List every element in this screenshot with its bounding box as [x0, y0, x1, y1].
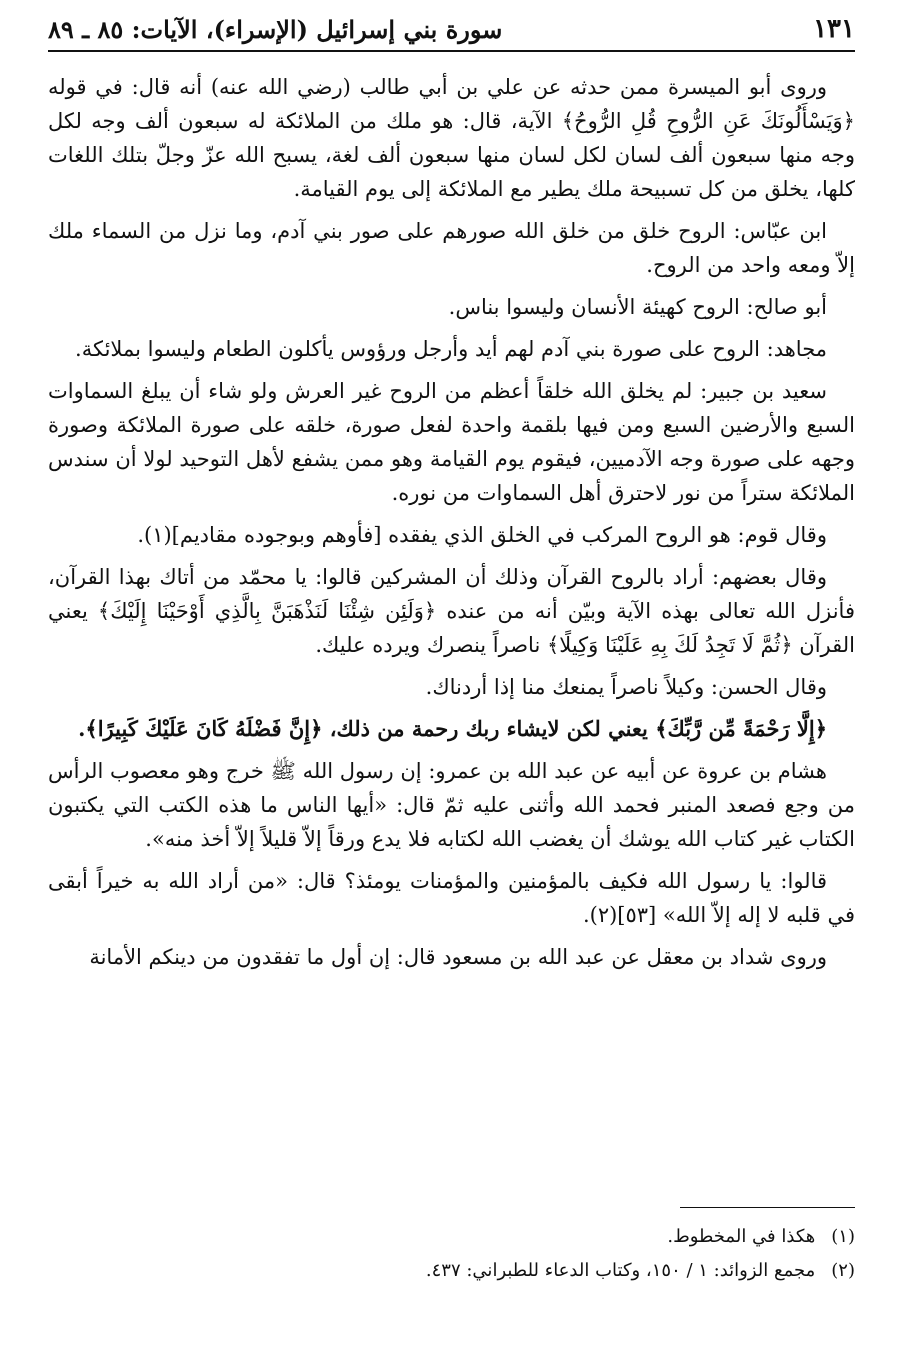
footnote-number: (١)	[831, 1226, 855, 1247]
footnote-number: (٢)	[831, 1260, 855, 1281]
paragraph-said-ibn-jubayr: سعيد بن جبير: لم يخلق الله خلقاً أعظم من الروح غير العرش ولو شاء أن يبلغ السماوات السبع والأرضين السبع ومن فيها بلقمة واحدة لفعل صورة، خلقه على صورة الملائكة وصورة وجهه على صورة وجه الآدميين، فيقوم يوم القيامة وهو ممن يشفع لأهل التوحيد لولا أن سندس الملائكة ستراً من نور لاحترق أهل السماوات من نوره.	[48, 379, 855, 505]
paragraph-hasan: وقال الحسن: وكيلاً ناصراً يمنعك منا إذا أردناك.	[425, 675, 827, 699]
paragraph-verse: ﴿إِلَّا رَحْمَةً مِّن رَّبِّكَ﴾ يعني لكن لايشاء ربك رحمة من ذلك، ﴿إِنَّ فَضْلَهُ كَانَ عَلَيْكَ كَبِيرًا﴾.	[78, 716, 827, 741]
paragraph-shaddad: وروى شداد بن معقل عن عبد الله بن مسعود قال: إن أول ما تفقدون من دينكم الأمانة	[89, 945, 827, 969]
footnote-text: مجمع الزوائد: ١ / ١٥٠، وكتاب الدعاء للطبراني: ٤٣٧.	[425, 1260, 816, 1281]
footnote-item	[48, 1220, 855, 1254]
footnote-item	[48, 1254, 855, 1288]
paragraph-hisham: هشام بن عروة عن أبيه عن عبد الله بن عمرو: إن رسول الله ﷺ خرج وهو معصوب الرأس من وجع فصعد المنبر فحمد الله وأثنى عليه ثمّ قال: «أيها الناس ما هذه الكتب التي يكتبون الكتاب غير كتاب الله يوشك أن يغضب الله لكتابه فلا يدع ورقاً إلاّ قليلاً إلاّ أخذ منه».	[48, 759, 855, 851]
paragraph-abu-salih: أبو صالح: الروح كهيئة الأنسان وليسوا بناس.	[448, 295, 827, 319]
main-text	[48, 70, 855, 982]
running-title: سورة بني إسرائيل (الإسراء)، الآيات: ٨٥ ـ ٨٩	[48, 14, 503, 44]
paragraph-ibn-abbas: ابن عبّاس: الروح خلق من خلق الله صورهم على صور بني آدم، وما نزل من السماء ملك إلاّ ومعه واحد من الروح.	[48, 219, 855, 277]
paragraph-ali: وروى أبو الميسرة ممن حدثه عن علي بن أبي طالب (رضي الله عنه) أنه قال: في قوله ﴿وَيَسْأَلُونَكَ عَنِ الرُّوحِ قُلِ الرُّوحُ﴾ الآية، قال: هو ملك من الملائكة له سبعون ألف وجه لكل وجه منها سبعون ألف لسان لكل لسان منها سبعون ألف لغة، يسبح الله عزّ وجلّ بتلك اللغات كلها، يخلق من كل تسبيحة ملك يطير مع الملائكة إلى يوم القيامة.	[48, 75, 855, 201]
footnote-separator	[680, 1207, 855, 1208]
footnotes	[48, 1220, 855, 1288]
paragraph-mujahid: مجاهد: الروح على صورة بني آدم لهم أيد وأرجل ورؤوس يأكلون الطعام وليسوا بملائكة.	[75, 337, 827, 361]
paragraph-qalu: قالوا: يا رسول الله فكيف بالمؤمنين والمؤمنات يومئذ؟ قال: «من أراد الله به خيراً أبقى في قلبه لا إله إلاّ الله» [٥٣](٢).	[48, 869, 855, 927]
paragraph-qawm: وقال قوم: هو الروح المركب في الخلق الذي يفقده [فأوهم وبوجوده مقاديم](١).	[137, 523, 827, 547]
page-header	[48, 8, 855, 52]
footnote-text: هكذا في المخطوط.	[667, 1226, 816, 1247]
page-number: ١٣١	[813, 14, 855, 44]
paragraph-quran-meaning: وقال بعضهم: أراد بالروح القرآن وذلك أن المشركين قالوا: يا محمّد من أتاك بهذا القرآن، فأنزل الله تعالى بهذه الآية وبيّن أنه من عنده ﴿وَلَئِن شِئْنَا لَنَذْهَبَنَّ بِالَّذِي أَوْحَيْنَا إِلَيْكَ﴾ يعني القرآن ﴿ثُمَّ لَا تَجِدُ لَكَ بِهِ عَلَيْنَا وَكِيلًا﴾ ناصراً ينصرك ويرده عليك.	[48, 565, 855, 657]
